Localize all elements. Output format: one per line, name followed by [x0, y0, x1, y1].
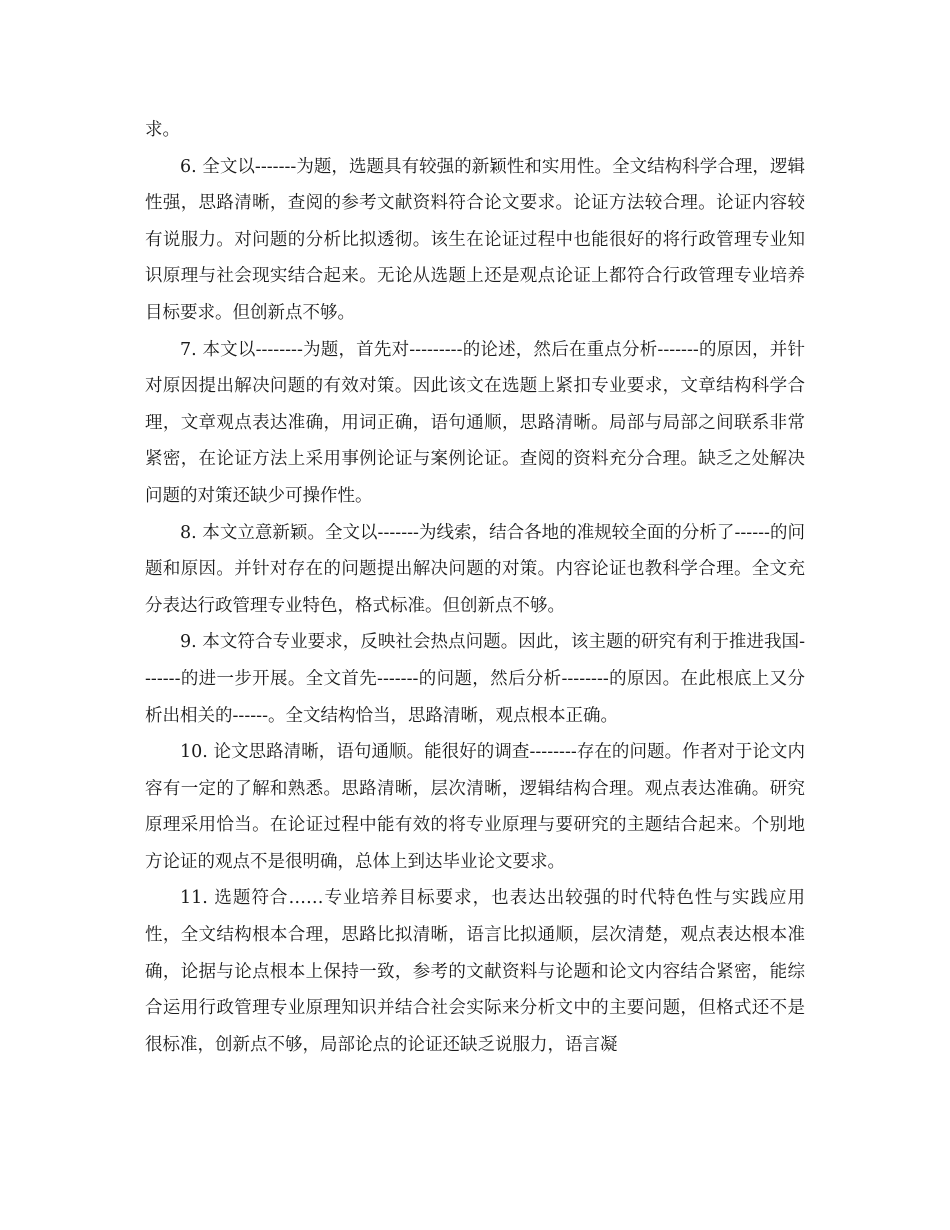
paragraph-continuation: 求。: [145, 120, 180, 140]
paragraph-item-7: 7. 本文以--------为题，首先对---------的论述，然后在重点分析-------的原因，并针对原因提出解决问题的有效对策。因此该文在选题上紧扣专业要求，文章结构科学合理，文章观点表达准确，用词正确，语句通顺，思路清晰。局部与局部之间联系非常紧密，在论证方法上采用事例论证与案例论证。查阅的资料充分合理。缺乏之处解决问题的对策还缺少可操作性。: [145, 339, 805, 506]
paragraph-item-10: 10. 论文思路清晰，语句通顺。能很好的调查--------存在的问题。作者对于论文内容有一定的了解和熟悉。思路清晰，层次清晰，逻辑结构合理。观点表达准确。研究原理采用恰当。在论证过程中能有效的将专业原理与要研究的主题结合起来。个别地方论证的观点不是很明确，总体上到达毕业论文要求。: [145, 742, 805, 872]
document-page: [145, 112, 805, 1063]
paragraph-item-11: 11. 选题符合……专业培养目标要求，也表达出较强的时代特色性与实践应用性，全文结构根本合理，思路比拟清晰，语言比拟通顺，层次清楚，观点表达根本准确，论据与论点根本上保持一致，参考的文献资料与论题和论文内容结合紧密，能综合运用行政管理专业原理知识并结合社会实际来分析文中的主要问题，但格式还不是很标准，创新点不够，局部论点的论证还缺乏说服力，语言凝: [145, 888, 805, 1055]
paragraph-item-9: 9. 本文符合专业要求，反映社会热点问题。因此，该主题的研究有利于推进我国-------的进一步开展。全文首先-------的问题，然后分析--------的原因。在此根底上又分析出相关的------。全文结构恰当，思路清晰，观点根本正确。: [145, 632, 805, 726]
paragraph-item-6: 6. 全文以-------为题，选题具有较强的新颖性和实用性。全文结构科学合理，逻辑性强，思路清晰，查阅的参考文献资料符合论文要求。论证方法较合理。论证内容较有说服力。对问题的分析比拟透彻。该生在论证过程中也能很好的将行政管理专业知识原理与社会现实结合起来。无论从选题上还是观点论证上都符合行政管理专业培养目标要求。但创新点不够。: [145, 156, 805, 323]
paragraph-item-8: 8. 本文立意新颖。全文以-------为线索，结合各地的准规较全面的分析了------的问题和原因。并针对存在的问题提出解决问题的对策。内容论证也教科学合理。全文充分表达行政管理专业特色，格式标准。但创新点不够。: [145, 522, 805, 616]
